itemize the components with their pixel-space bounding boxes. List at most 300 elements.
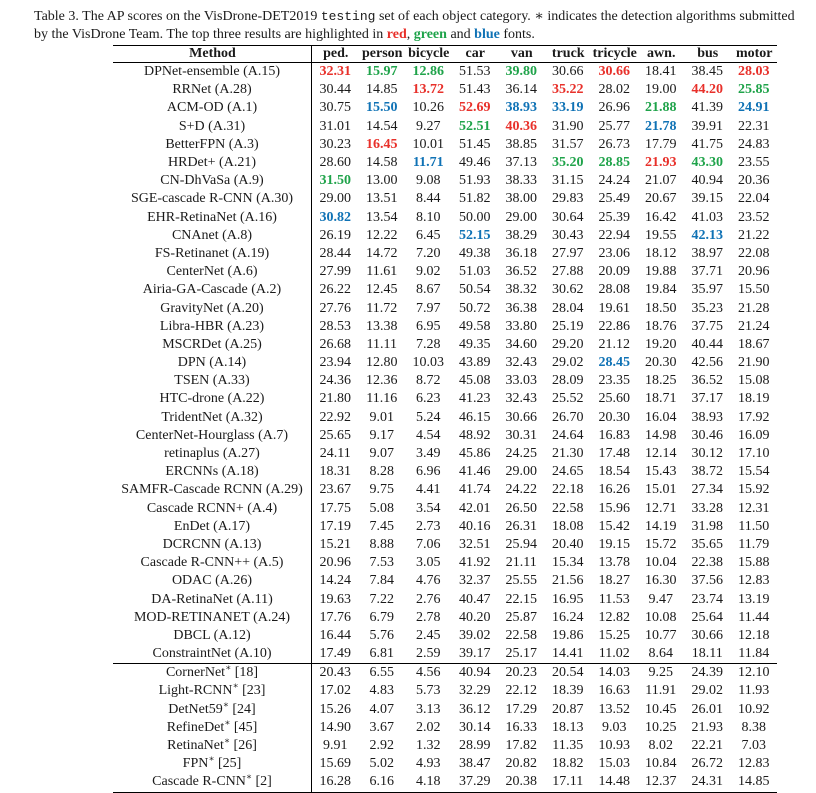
method-cell: DCRCNN (A.13) bbox=[113, 536, 312, 554]
score-cell: 24.36 bbox=[319, 373, 351, 389]
score-cell: 7.84 bbox=[369, 573, 394, 589]
score-cell: 10.03 bbox=[412, 355, 444, 371]
score-cell: 16.24 bbox=[552, 609, 584, 625]
score-cell: 42.56 bbox=[691, 355, 723, 371]
score-cell: 17.82 bbox=[505, 738, 537, 754]
score-cell: 14.72 bbox=[366, 245, 398, 261]
table-row bbox=[113, 463, 777, 481]
score-cell: 16.63 bbox=[598, 683, 630, 699]
score-cell: 28.08 bbox=[598, 282, 630, 298]
score-cell: 11.61 bbox=[366, 264, 398, 280]
method-cell: ODAC (A.26) bbox=[113, 572, 312, 590]
score-cell: 17.11 bbox=[552, 774, 584, 790]
baseline-row bbox=[113, 664, 777, 683]
table-row bbox=[113, 63, 777, 82]
table-row bbox=[113, 336, 777, 354]
score-cell: 6.23 bbox=[416, 391, 441, 407]
score-cell: 10.08 bbox=[645, 609, 677, 625]
score-cell: 21.80 bbox=[319, 391, 351, 407]
score-cell: 7.45 bbox=[369, 518, 394, 534]
caption-red-word: red bbox=[386, 27, 407, 42]
score-cell: 16.44 bbox=[319, 627, 351, 643]
score-cell: 8.38 bbox=[741, 719, 766, 735]
submitted-methods-body bbox=[113, 63, 777, 664]
score-cell: 26.50 bbox=[505, 500, 537, 516]
score-cell: 45.86 bbox=[459, 446, 491, 462]
score-cell: 16.09 bbox=[738, 427, 770, 443]
score-cell: 11.35 bbox=[552, 738, 584, 754]
score-cell: 10.25 bbox=[645, 719, 677, 735]
caption-suffix: fonts. bbox=[499, 27, 535, 42]
score-cell: 10.93 bbox=[598, 738, 630, 754]
score-cell: 18.50 bbox=[645, 300, 677, 316]
score-cell: 21.93 bbox=[691, 719, 723, 735]
score-cell: 38.93 bbox=[691, 409, 723, 425]
score-cell: 29.00 bbox=[505, 209, 537, 225]
score-cell: 17.10 bbox=[738, 446, 770, 462]
score-cell: 15.96 bbox=[598, 500, 630, 516]
score-cell: 24.24 bbox=[598, 173, 630, 189]
score-cell: 30.14 bbox=[459, 719, 491, 735]
score-cell: 25.55 bbox=[505, 573, 537, 589]
star-mark: ∗ bbox=[245, 771, 252, 782]
score-cell: 12.83 bbox=[738, 573, 770, 589]
score-cell: 38.45 bbox=[691, 64, 723, 80]
score-cell: 2.76 bbox=[416, 591, 441, 607]
score-cell: 8.44 bbox=[416, 191, 441, 207]
score-cell: 21.12 bbox=[598, 336, 630, 352]
score-cell: 15.69 bbox=[319, 756, 351, 772]
score-cell: 15.01 bbox=[645, 482, 677, 498]
score-cell: 30.43 bbox=[552, 227, 584, 243]
score-cell: 51.43 bbox=[459, 82, 491, 98]
score-cell: 21.90 bbox=[738, 355, 770, 371]
method-cell: CenterNet-Hourglass (A.7) bbox=[113, 427, 312, 445]
score-cell: 50.54 bbox=[459, 282, 491, 298]
score-cell: 30.44 bbox=[319, 82, 351, 98]
score-cell: 29.02 bbox=[691, 683, 723, 699]
score-cell: 6.45 bbox=[416, 227, 441, 243]
score-cell: 41.46 bbox=[459, 464, 491, 480]
caption-blue-word: blue bbox=[474, 27, 500, 42]
score-cell: 30.82 bbox=[319, 209, 351, 225]
score-cell: 38.32 bbox=[505, 282, 537, 298]
table-row bbox=[113, 99, 777, 117]
score-cell: 17.75 bbox=[319, 500, 351, 516]
score-cell: 13.51 bbox=[366, 191, 398, 207]
score-cell: 28.45 bbox=[598, 355, 630, 371]
score-cell: 18.12 bbox=[645, 245, 677, 261]
score-cell: 4.54 bbox=[416, 427, 441, 443]
score-cell: 6.79 bbox=[369, 609, 394, 625]
score-cell: 30.31 bbox=[505, 427, 537, 443]
score-cell: 2.78 bbox=[416, 609, 441, 625]
score-cell: 36.52 bbox=[691, 373, 723, 389]
score-cell: 23.52 bbox=[738, 209, 770, 225]
score-cell: 38.00 bbox=[505, 191, 537, 207]
score-cell: 39.91 bbox=[691, 118, 723, 134]
score-cell: 43.30 bbox=[691, 155, 723, 171]
score-cell: 22.12 bbox=[505, 683, 537, 699]
score-cell: 49.58 bbox=[459, 318, 491, 334]
score-cell: 37.56 bbox=[691, 573, 723, 589]
score-cell: 11.02 bbox=[598, 646, 630, 662]
column-header: Method bbox=[113, 46, 312, 63]
score-cell: 37.71 bbox=[691, 264, 723, 280]
score-cell: 18.27 bbox=[598, 573, 630, 589]
score-cell: 8.67 bbox=[416, 282, 441, 298]
method-cell: GravityNet (A.20) bbox=[113, 299, 312, 317]
score-cell: 9.91 bbox=[323, 738, 348, 754]
score-cell: 29.83 bbox=[552, 191, 584, 207]
method-name: Light-RCNN bbox=[158, 683, 233, 699]
score-cell: 12.14 bbox=[645, 446, 677, 462]
score-cell: 35.97 bbox=[691, 282, 723, 298]
score-cell: 24.11 bbox=[319, 446, 351, 462]
score-cell: 28.03 bbox=[738, 64, 770, 80]
score-cell: 33.80 bbox=[505, 318, 537, 334]
score-cell: 31.57 bbox=[552, 136, 584, 152]
score-cell: 6.16 bbox=[369, 774, 394, 790]
score-cell: 41.03 bbox=[691, 209, 723, 225]
score-cell: 10.04 bbox=[645, 555, 677, 571]
score-cell: 26.31 bbox=[505, 518, 537, 534]
method-cell: ACM-OD (A.1) bbox=[113, 99, 312, 117]
score-cell: 23.67 bbox=[319, 482, 351, 498]
baseline-row bbox=[113, 701, 777, 719]
header-row bbox=[113, 46, 777, 63]
score-cell: 11.16 bbox=[366, 391, 398, 407]
score-cell: 7.06 bbox=[416, 536, 441, 552]
score-cell: 32.37 bbox=[459, 573, 491, 589]
reference-number: [24] bbox=[228, 701, 256, 717]
method-name: CornerNet bbox=[165, 665, 226, 681]
score-cell: 22.92 bbox=[319, 409, 351, 425]
score-cell: 38.93 bbox=[505, 100, 537, 116]
score-cell: 12.82 bbox=[598, 609, 630, 625]
method-cell: DPNet-ensemble (A.15) bbox=[113, 63, 312, 82]
score-cell: 20.54 bbox=[552, 665, 584, 681]
score-cell: 26.73 bbox=[598, 136, 630, 152]
score-cell: 26.19 bbox=[319, 227, 351, 243]
score-cell: 3.13 bbox=[416, 701, 441, 717]
score-cell: 17.19 bbox=[319, 518, 351, 534]
score-cell: 25.39 bbox=[598, 209, 630, 225]
table-row bbox=[113, 572, 777, 590]
score-cell: 13.78 bbox=[598, 555, 630, 571]
score-cell: 19.63 bbox=[319, 591, 351, 607]
baseline-row bbox=[113, 719, 777, 737]
score-cell: 26.96 bbox=[598, 100, 630, 116]
method-cell: MOD-RETINANET (A.24) bbox=[113, 609, 312, 627]
score-cell: 15.42 bbox=[598, 518, 630, 534]
score-cell: 19.00 bbox=[645, 82, 677, 98]
score-cell: 8.88 bbox=[369, 536, 394, 552]
method-name: DetNet59 bbox=[168, 701, 223, 717]
score-cell: 30.46 bbox=[691, 427, 723, 443]
score-cell: 8.28 bbox=[369, 464, 394, 480]
score-cell: 20.23 bbox=[505, 665, 537, 681]
score-cell: 30.66 bbox=[691, 627, 723, 643]
table-row bbox=[113, 409, 777, 427]
score-cell: 31.98 bbox=[691, 518, 723, 534]
score-cell: 38.97 bbox=[691, 245, 723, 261]
score-cell: 26.01 bbox=[691, 701, 723, 717]
table-row bbox=[113, 209, 777, 227]
score-cell: 39.80 bbox=[505, 64, 537, 80]
score-cell: 24.91 bbox=[738, 100, 770, 116]
caption-line2-prefix: by the VisDrone Team. The top three results are highlighted in bbox=[34, 27, 387, 42]
score-cell: 39.02 bbox=[459, 627, 491, 643]
score-cell: 8.72 bbox=[416, 373, 441, 389]
score-cell: 9.25 bbox=[648, 665, 673, 681]
score-cell: 9.17 bbox=[369, 427, 394, 443]
score-cell: 11.53 bbox=[598, 591, 630, 607]
score-cell: 15.72 bbox=[645, 536, 677, 552]
score-cell: 8.64 bbox=[648, 646, 673, 662]
caption-line1-rest: indicates the detection algorithms submitted bbox=[543, 9, 795, 24]
score-cell: 3.67 bbox=[369, 719, 394, 735]
method-name: RefineDet bbox=[166, 719, 225, 735]
method-cell: retinaplus (A.27) bbox=[113, 445, 312, 463]
score-cell: 14.54 bbox=[366, 118, 398, 134]
score-cell: 30.23 bbox=[319, 136, 351, 152]
score-cell: 10.77 bbox=[645, 627, 677, 643]
score-cell: 12.80 bbox=[366, 355, 398, 371]
score-cell: 7.28 bbox=[416, 336, 441, 352]
column-header: ped. bbox=[323, 46, 349, 61]
score-cell: 33.28 bbox=[691, 500, 723, 516]
score-cell: 36.52 bbox=[505, 264, 537, 280]
score-cell: 16.28 bbox=[319, 774, 351, 790]
table-row bbox=[113, 81, 777, 99]
score-cell: 5.02 bbox=[369, 756, 394, 772]
score-cell: 13.52 bbox=[598, 701, 630, 717]
score-cell: 32.51 bbox=[459, 536, 491, 552]
score-cell: 6.95 bbox=[416, 318, 441, 334]
table-row bbox=[113, 245, 777, 263]
method-cell: SGE-cascade R-CNN (A.30) bbox=[113, 190, 312, 208]
score-cell: 40.44 bbox=[691, 336, 723, 352]
table-row bbox=[113, 136, 777, 154]
table-row bbox=[113, 263, 777, 281]
score-cell: 49.38 bbox=[459, 245, 491, 261]
method-cell: EHR-RetinaNet (A.16) bbox=[113, 209, 312, 227]
score-cell: 11.44 bbox=[738, 609, 770, 625]
score-cell: 6.55 bbox=[369, 665, 394, 681]
reference-number: [45] bbox=[230, 719, 258, 735]
score-cell: 18.25 bbox=[645, 373, 677, 389]
score-cell: 38.33 bbox=[505, 173, 537, 189]
score-cell: 12.37 bbox=[645, 774, 677, 790]
score-cell: 19.86 bbox=[552, 627, 584, 643]
score-cell: 27.88 bbox=[552, 264, 584, 280]
score-cell: 13.38 bbox=[366, 318, 398, 334]
score-cell: 18.67 bbox=[738, 336, 770, 352]
method-cell bbox=[113, 719, 312, 737]
score-cell: 9.08 bbox=[416, 173, 441, 189]
score-cell: 4.93 bbox=[416, 756, 441, 772]
score-cell: 9.02 bbox=[416, 264, 441, 280]
score-cell: 15.54 bbox=[738, 464, 770, 480]
score-cell: 21.88 bbox=[645, 100, 677, 116]
method-cell bbox=[113, 701, 312, 719]
score-cell: 23.06 bbox=[598, 245, 630, 261]
method-cell: SAMFR-Cascade RCNN (A.29) bbox=[113, 481, 312, 499]
score-cell: 30.66 bbox=[552, 64, 584, 80]
score-cell: 10.45 bbox=[645, 701, 677, 717]
score-cell: 52.15 bbox=[459, 227, 491, 243]
score-cell: 35.65 bbox=[691, 536, 723, 552]
score-cell: 35.22 bbox=[552, 82, 584, 98]
score-cell: 51.82 bbox=[459, 191, 491, 207]
table-row bbox=[113, 372, 777, 390]
method-cell bbox=[113, 664, 312, 683]
method-cell bbox=[113, 773, 312, 792]
score-cell: 22.21 bbox=[691, 738, 723, 754]
score-cell: 15.97 bbox=[366, 64, 398, 80]
score-cell: 23.55 bbox=[738, 155, 770, 171]
method-cell: FS-Retinanet (A.19) bbox=[113, 245, 312, 263]
score-cell: 12.22 bbox=[366, 227, 398, 243]
score-cell: 25.19 bbox=[552, 318, 584, 334]
method-cell: Airia-GA-Cascade (A.2) bbox=[113, 281, 312, 299]
score-cell: 18.54 bbox=[598, 464, 630, 480]
score-cell: 29.00 bbox=[505, 464, 537, 480]
score-cell: 25.49 bbox=[598, 191, 630, 207]
score-cell: 4.18 bbox=[416, 774, 441, 790]
score-cell: 18.19 bbox=[738, 391, 770, 407]
score-cell: 19.61 bbox=[598, 300, 630, 316]
score-cell: 2.45 bbox=[416, 627, 441, 643]
table-row bbox=[113, 518, 777, 536]
score-cell: 51.03 bbox=[459, 264, 491, 280]
score-cell: 16.95 bbox=[552, 591, 584, 607]
score-cell: 14.48 bbox=[598, 774, 630, 790]
score-cell: 25.77 bbox=[598, 118, 630, 134]
score-cell: 16.30 bbox=[645, 573, 677, 589]
score-cell: 25.65 bbox=[319, 427, 351, 443]
score-cell: 24.83 bbox=[738, 136, 770, 152]
score-cell: 41.92 bbox=[459, 555, 491, 571]
score-cell: 34.60 bbox=[505, 336, 537, 352]
score-cell: 14.24 bbox=[319, 573, 351, 589]
score-cell: 15.03 bbox=[598, 756, 630, 772]
score-cell: 23.94 bbox=[319, 355, 351, 371]
method-cell: Cascade R-CNN++ (A.5) bbox=[113, 554, 312, 572]
column-header: bus bbox=[697, 46, 719, 61]
score-cell: 15.50 bbox=[738, 282, 770, 298]
score-cell: 32.29 bbox=[459, 683, 491, 699]
score-cell: 41.23 bbox=[459, 391, 491, 407]
score-cell: 9.27 bbox=[416, 118, 441, 134]
score-cell: 52.51 bbox=[459, 118, 491, 134]
score-cell: 50.00 bbox=[459, 209, 491, 225]
score-cell: 4.41 bbox=[416, 482, 441, 498]
score-cell: 9.03 bbox=[602, 719, 627, 735]
score-cell: 26.70 bbox=[552, 409, 584, 425]
star-mark: ∗ bbox=[224, 717, 231, 728]
score-cell: 20.09 bbox=[598, 264, 630, 280]
score-cell: 2.92 bbox=[369, 738, 394, 754]
score-cell: 14.19 bbox=[645, 518, 677, 534]
score-cell: 24.64 bbox=[552, 427, 584, 443]
score-cell: 21.24 bbox=[738, 318, 770, 334]
score-cell: 27.97 bbox=[552, 245, 584, 261]
table-row bbox=[113, 500, 777, 518]
table-row bbox=[113, 172, 777, 190]
score-cell: 20.87 bbox=[552, 701, 584, 717]
score-cell: 32.43 bbox=[505, 355, 537, 371]
score-cell: 9.07 bbox=[369, 446, 394, 462]
table-row bbox=[113, 536, 777, 554]
score-cell: 9.75 bbox=[369, 482, 394, 498]
score-cell: 11.72 bbox=[366, 300, 398, 316]
score-cell: 16.45 bbox=[366, 136, 398, 152]
score-cell: 27.76 bbox=[319, 300, 351, 316]
score-cell: 15.88 bbox=[738, 555, 770, 571]
score-cell: 17.29 bbox=[505, 701, 537, 717]
method-cell: TridentNet (A.32) bbox=[113, 409, 312, 427]
score-cell: 11.71 bbox=[412, 155, 444, 171]
score-cell: 4.56 bbox=[416, 665, 441, 681]
score-cell: 18.08 bbox=[552, 518, 584, 534]
score-cell: 32.43 bbox=[505, 391, 537, 407]
score-cell: 14.85 bbox=[366, 82, 398, 98]
score-cell: 25.17 bbox=[505, 646, 537, 662]
score-cell: 38.72 bbox=[691, 464, 723, 480]
star-mark: ∗ bbox=[225, 662, 232, 673]
score-cell: 25.52 bbox=[552, 391, 584, 407]
score-cell: 44.20 bbox=[691, 82, 723, 98]
score-cell: 3.49 bbox=[416, 446, 441, 462]
score-cell: 5.76 bbox=[369, 627, 394, 643]
reference-number: [2] bbox=[252, 774, 272, 790]
score-cell: 17.48 bbox=[598, 446, 630, 462]
method-name: RetinaNet bbox=[167, 738, 224, 754]
score-cell: 26.68 bbox=[319, 336, 351, 352]
score-cell: 11.84 bbox=[738, 646, 770, 662]
score-cell: 11.79 bbox=[738, 536, 770, 552]
score-cell: 18.39 bbox=[552, 683, 584, 699]
baseline-row bbox=[113, 737, 777, 755]
score-cell: 11.11 bbox=[366, 336, 397, 352]
score-cell: 30.64 bbox=[552, 209, 584, 225]
score-cell: 22.15 bbox=[505, 591, 537, 607]
table-row bbox=[113, 190, 777, 208]
score-cell: 15.92 bbox=[738, 482, 770, 498]
score-cell: 23.35 bbox=[598, 373, 630, 389]
method-cell: CN-DhVaSa (A.9) bbox=[113, 172, 312, 190]
score-cell: 31.15 bbox=[552, 173, 584, 189]
score-cell: 22.18 bbox=[552, 482, 584, 498]
score-cell: 30.75 bbox=[319, 100, 351, 116]
score-cell: 25.85 bbox=[738, 82, 770, 98]
score-cell: 37.29 bbox=[459, 774, 491, 790]
method-cell: Cascade RCNN+ (A.4) bbox=[113, 500, 312, 518]
baseline-row bbox=[113, 755, 777, 773]
score-cell: 16.83 bbox=[598, 427, 630, 443]
score-cell: 40.16 bbox=[459, 518, 491, 534]
score-cell: 23.74 bbox=[691, 591, 723, 607]
score-cell: 18.31 bbox=[319, 464, 351, 480]
score-cell: 24.31 bbox=[691, 774, 723, 790]
score-cell: 18.82 bbox=[552, 756, 584, 772]
score-cell: 18.13 bbox=[552, 719, 584, 735]
score-cell: 7.22 bbox=[369, 591, 394, 607]
score-cell: 16.42 bbox=[645, 209, 677, 225]
score-cell: 26.72 bbox=[691, 756, 723, 772]
